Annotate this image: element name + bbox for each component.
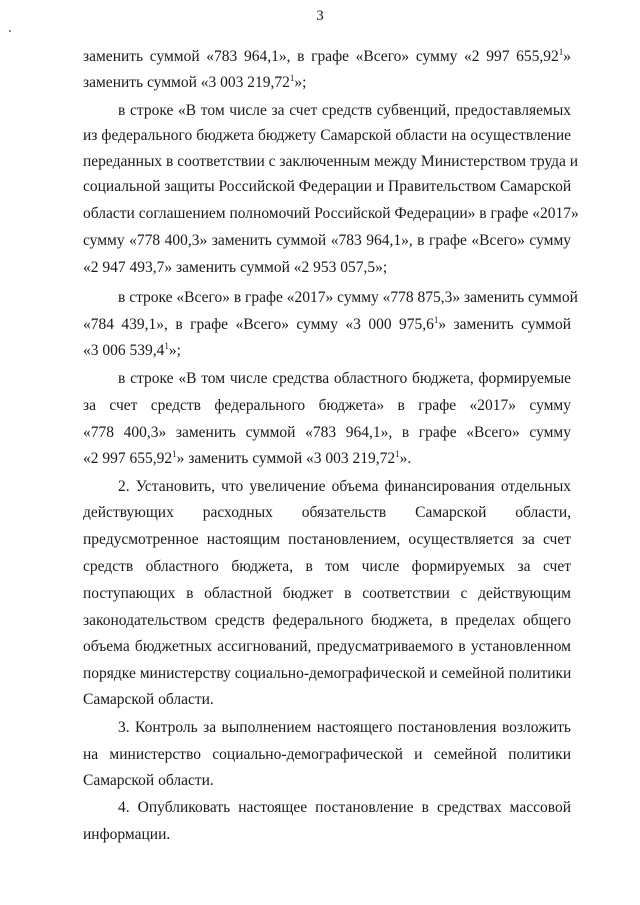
text-line: на министерство социально-демографической и семейной политики (83, 746, 571, 763)
text-line: «784 439,1», в графе «Всего» сумму «3 000 975,6$^1$» заменить суммой (83, 315, 571, 333)
text-line: «3 006 539,4$^1$»; (83, 341, 181, 359)
text-line: в строке «В том числе за счет средств субвенций, предоставляемых (118, 102, 571, 119)
text-line: средств областного бюджета, в том числе формируемых за счет (83, 558, 571, 575)
text-line: 2. Установить, что увеличение объема финансирования отдельных (118, 478, 571, 495)
text-line: предусмотренное настоящим постановлением, осуществляется за счет (83, 531, 571, 548)
text-line: действующих расходных обязательств Самарской области, (83, 504, 571, 521)
text-line: за счет средств федерального бюджета» в графе «2017» сумму (83, 397, 571, 414)
text-line: заменить суммой «783 964,1», в графе «Всего» сумму «2 997 655,92$^1$» (83, 47, 571, 65)
scan-artifact-dot (9, 30, 11, 32)
text-line: 4. Опубликовать настоящее постановление в средствах массовой (118, 799, 571, 816)
text-line: в строке «Всего» в графе «2017» сумму «778 875,3» заменить суммой (118, 289, 578, 306)
text-line: порядке министерству социально-демографической и семейной политики (83, 665, 572, 682)
text-line: из федерального бюджета бюджету Самарской области на осуществление (83, 127, 571, 144)
text-line: переданных в соответствии с заключенным между Министерством труда и (83, 153, 579, 170)
text-line: области соглашением полномочий Российской Федерации» в графе «2017» (83, 205, 579, 222)
text-line: Самарской области. (83, 772, 214, 789)
text-line: «778 400,3» заменить суммой «783 964,1», в графе «Всего» сумму (83, 424, 571, 441)
text-line: в строке «В том числе средства областного бюджета, формируемые (118, 370, 571, 387)
text-line: законодательством средств федерального бюджета, в пределах общего (83, 612, 571, 629)
text-line: объема бюджетных ассигнований, предусматриваемого в установленном (83, 638, 571, 655)
text-line: поступающих в областной бюджет в соответствии с действующим (83, 585, 571, 602)
text-line: социальной защиты Российской Федерации и Правительством Самарской (83, 178, 572, 195)
text-line: «2 997 655,92$^1$» заменить суммой «3 003 219,72$^1$». (83, 449, 412, 467)
text-line: заменить суммой «3 003 219,72$^1$»; (83, 73, 307, 91)
text-line: сумму «778 400,3» заменить суммой «783 964,1», в графе «Всего» сумму (83, 232, 571, 249)
page-number: 3 (316, 8, 324, 24)
text-line: 3. Контроль за выполнением настоящего постановления возложить (118, 719, 571, 736)
text-line: информации. (83, 826, 171, 843)
text-line: «2 947 493,7» заменить суммой «2 953 057,5»; (83, 259, 388, 276)
text-line: Самарской области. (83, 691, 214, 708)
